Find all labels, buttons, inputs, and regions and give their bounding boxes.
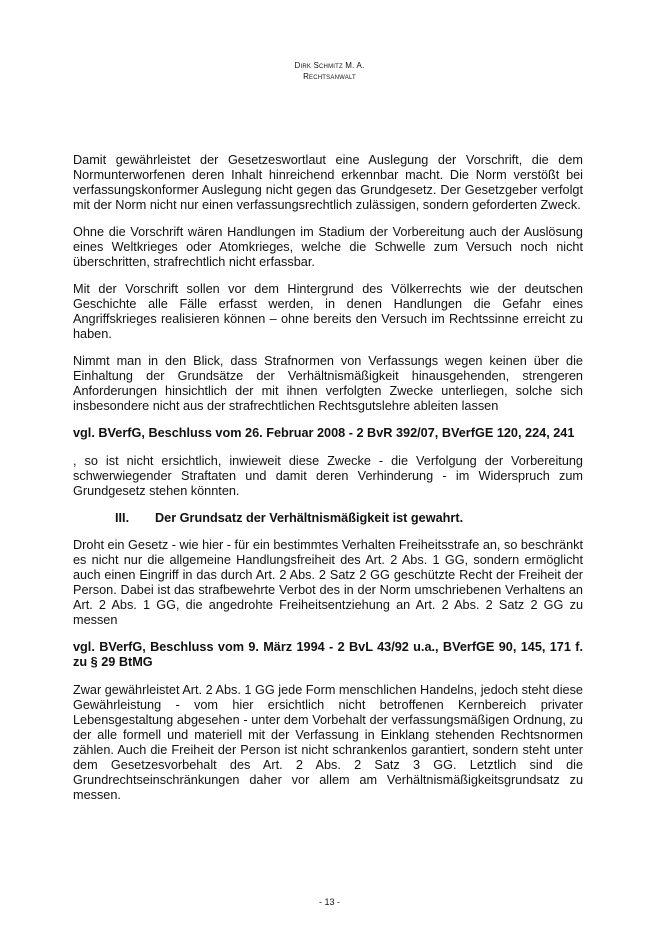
paragraph: Zwar gewährleistet Art. 2 Abs. 1 GG jede Form menschlichen Handelns, jedoch steht diese Gewährleistung - vom hier ersichtlich nicht betroffenen Kernbereich privater Lebensgestaltung abgesehen - unter dem Vorbehalt der verfassungsmäßigen Ordnung, zu der alle formell und materiell mit der Verfassung in Einklang stehenden Rechtsnormen zählen. Auch die Freiheit der Person ist nicht schrankenlos garantiert, sondern steht unter dem Gesetzesvorbehalt des Art. 2 Abs. 2 Satz 3 GG. Letztlich sind die Grundrechtseinschränkungen daher vor allem am Verhältnismäßigkeitsgrundsatz zu messen.	[73, 683, 583, 802]
section-heading	[73, 511, 583, 526]
citation: vgl. BVerfG, Beschluss vom 26. Februar 2008 - 2 BvR 392/07, BVerfGE 120, 224, 241	[73, 426, 575, 440]
section-number: III.	[115, 511, 130, 525]
paragraph: Mit der Vorschrift sollen vor dem Hintergrund des Völkerrechts wie der deutschen Geschichte alle Fälle erfasst werden, in denen Handlungen die Gefahr eines Angriffskrieges realisieren können – ohne bereits den Versuch im Rechtssinne erreicht zu haben.	[73, 282, 583, 341]
paragraph: Ohne die Vorschrift wären Handlungen im Stadium der Vorbereitung auch der Auslösung eines Weltkrieges oder Atomkrieges, welche die Schwelle zum Versuch noch nicht überschritten, strafrechtlich nicht erfassbar.	[73, 225, 583, 269]
letterhead-author: Dirk Schmitz M. A.	[294, 61, 365, 70]
page-number: - 13 -	[318, 897, 340, 907]
letterhead	[0, 60, 659, 82]
paragraph: Damit gewährleistet der Gesetzeswortlaut eine Auslegung der Vorschrift, die dem Normunterworfenen deren Inhalt hinreichend erkennbar macht. Die Norm verstößt bei verfassungskonformer Auslegung nicht gegen das Grundgesetz. Der Gesetzgeber verfolgt mit der Norm nicht nur einen verfassungsrechtlich zulässigen, sondern geforderten Zweck.	[73, 153, 583, 212]
citation: vgl. BVerfG, Beschluss vom 9. März 1994 - 2 BvL 43/92 u.a., BVerfGE 90, 145, 171 f. zu § 29 BtMG	[73, 640, 583, 669]
letterhead-role: Rechtsanwalt	[303, 72, 356, 81]
document-body	[73, 153, 583, 815]
paragraph: Droht ein Gesetz - wie hier - für ein bestimmtes Verhalten Freiheitsstrafe an, so beschränkt es nicht nur die allgemeine Handlungsfreiheit des Art. 2 Abs. 1 GG, sondern ermöglicht auch einen Eingriff in das durch Art. 2 Abs. 2 Satz 2 GG geschützte Recht der Freiheit der Person. Dabei ist das strafbewehrte Verbot des in der Norm umschriebenen Verhaltens an Art. 2 Abs. 1 GG, die angedrohte Freiheitsentziehung an Art. 2 Abs. 2 Satz 2 GG zu messen	[73, 538, 583, 627]
paragraph: , so ist nicht ersichtlich, inwieweit diese Zwecke - die Verfolgung der Vorbereitung schwerwiegender Straftaten und damit deren Verhinderung - im Widerspruch zum Grundgesetz stehen könnten.	[73, 454, 583, 498]
paragraph: Nimmt man in den Blick, dass Strafnormen von Verfassungs wegen keinen über die Einhaltung der Grundsätze der Verhältnismäßigkeit hinausgehenden, strengeren Anforderungen hinsichtlich der mit ihnen verfolgten Zwecke unterliegen, solche sich insbesondere nicht aus der strafrechtlichen Rechtsgutslehre ableiten lassen	[73, 354, 583, 413]
section-title: Der Grundsatz der Verhältnismäßigkeit ist gewahrt.	[155, 511, 464, 525]
